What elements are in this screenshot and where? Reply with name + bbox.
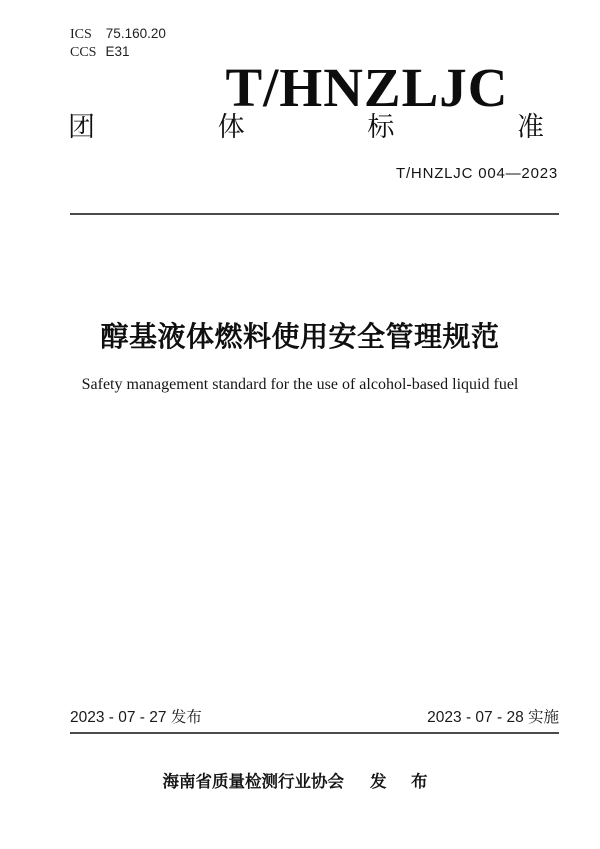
header-divider bbox=[70, 213, 559, 215]
ccs-label: CCS bbox=[70, 45, 97, 60]
dates-row bbox=[70, 709, 559, 728]
publisher-name: 海南省质量检测行业协会 bbox=[162, 773, 344, 791]
standard-number: T/HNZLJC 004—2023 bbox=[396, 165, 558, 182]
ics-code-line bbox=[70, 27, 166, 42]
doc-type-char: 团 bbox=[68, 112, 95, 142]
publisher-action: 发 布 bbox=[369, 773, 438, 791]
document-title-zh: 醇基液体燃料使用安全管理规范 bbox=[100, 321, 500, 352]
ics-value: 75.160.20 bbox=[105, 26, 166, 41]
organization-code-heading: T/HNZLJC bbox=[225, 57, 509, 118]
footer-divider bbox=[70, 732, 559, 734]
ccs-code-line bbox=[70, 45, 130, 60]
issue-date: 2023 - 07 - 27 发布 bbox=[70, 709, 202, 726]
doc-type-char: 体 bbox=[217, 112, 245, 142]
doc-type-char: 标 bbox=[367, 112, 395, 142]
document-title-en: Safety management standard for the use of alcohol-based liquid fuel bbox=[81, 376, 519, 393]
ccs-value: E31 bbox=[105, 44, 130, 59]
publisher-line bbox=[0, 773, 600, 793]
doc-type-heading bbox=[68, 114, 544, 141]
doc-type-char: 准 bbox=[516, 112, 544, 142]
implementation-date: 2023 - 07 - 28 实施 bbox=[427, 709, 559, 726]
ics-label: ICS bbox=[70, 27, 92, 42]
